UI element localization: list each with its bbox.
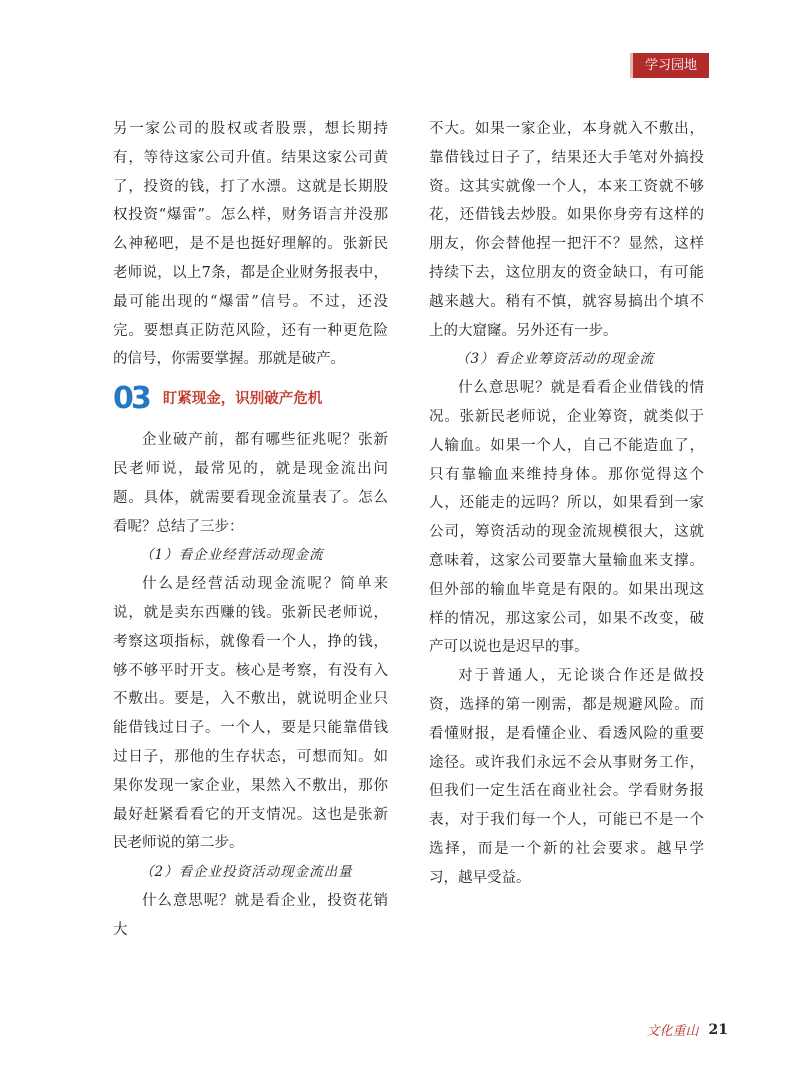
left-column	[113, 115, 388, 945]
left-paragraph-3: 什么是经营活动现金流呢？简单来说，就是卖东西赚的钱。张新民老师说，考察这项指标，就像看一个人，挣的钱，够不够平时开支。核心是考察，有没有入不敷出。要是，入不敷出，就说明企业只能借钱过日子。一个人，要是只能靠借钱过日子，那他的生存状态，可想而知。如果你发现一家企业，果然入不敷出，那你最好赶紧看看它的开支情况。这也是张新民老师说的第二步。	[113, 576, 388, 852]
left-paragraph-1: 另一家公司的股权或者股票，想长期持有，等待这家公司升值。结果这家公司黄了，投资的钱，打了水漂。这就是长期股权投资“爆雷”。怎么样，财务语言并没那么神秘吧，是不是也挺好理解的。张新民老师说，以上7条，都是企业财务报表中，最可能出现的“爆雷”信号。不过，还没完。要想真正防范风险，还有一种更危险的信号，你需要掌握。那就是破产。	[113, 121, 388, 368]
left-paragraph-4: 什么意思呢？就是看企业，投资花销大	[113, 892, 388, 938]
page-number: 21	[708, 1021, 728, 1038]
section-heading	[113, 382, 388, 416]
section-tag: 学习园地	[630, 53, 709, 78]
section-number: 03	[113, 381, 149, 417]
right-paragraph-2: 什么意思呢？就是看看企业借钱的情况。张新民老师说，企业筹资，就类似于人输血。如果一个人，自己不能造血了，只有靠输血来维持身体。那你觉得这个人，还能走的远吗？所以，如果看到一家公司，筹资活动的现金流规模很大，这就意味着，这家公司要靠大量输血来支撑。但外部的输血毕竟是有限的。如果出现这样的情况，那这家公司，如果不改变，破产可以说也是迟早的事。	[429, 380, 704, 656]
magazine-logo: 文化重山	[646, 1024, 699, 1039]
subheading-3: （3）看企业筹资活动的现金流	[456, 351, 655, 368]
left-paragraph-2: 企业破产前，都有哪些征兆呢？张新民老师说，最常见的，就是现金流出问题。具体，就需要看现金流量表了。怎么看呢？总结了三步：	[113, 432, 388, 535]
right-paragraph-1: 不大。如果一家企业，本身就入不敷出，靠借钱过日子了，结果还大手笔对外搞投资。这其实就像一个人，本来工资就不够花，还借钱去炒股。如果你身旁有这样的朋友，你会替他捏一把汗不？显然，这样持续下去，这位朋友的资金缺口，有可能越来越大。稍有不慎，就容易搞出个填不上的大窟窿。另外还有一步。	[429, 121, 704, 339]
subheading-2: （2）看企业投资活动现金流出量	[140, 864, 353, 881]
right-paragraph-3: 对于普通人，无论谈合作还是做投资，选择的第一刚需，都是规避风险。而看懂财报，是看懂企业、看透风险的重要途径。或许我们永远不会从事财务工作，但我们一定生活在商业社会。学看财务报表，对于我们每一个人，可能已不是一个选择，而是一个新的社会要求。越早学习，越早受益。	[429, 668, 704, 886]
right-column	[429, 115, 704, 893]
subheading-1: （1）看企业经营活动现金流	[140, 547, 324, 564]
section-title: 盯紧现金，识别破产危机	[162, 390, 323, 407]
page-footer	[647, 1020, 729, 1039]
